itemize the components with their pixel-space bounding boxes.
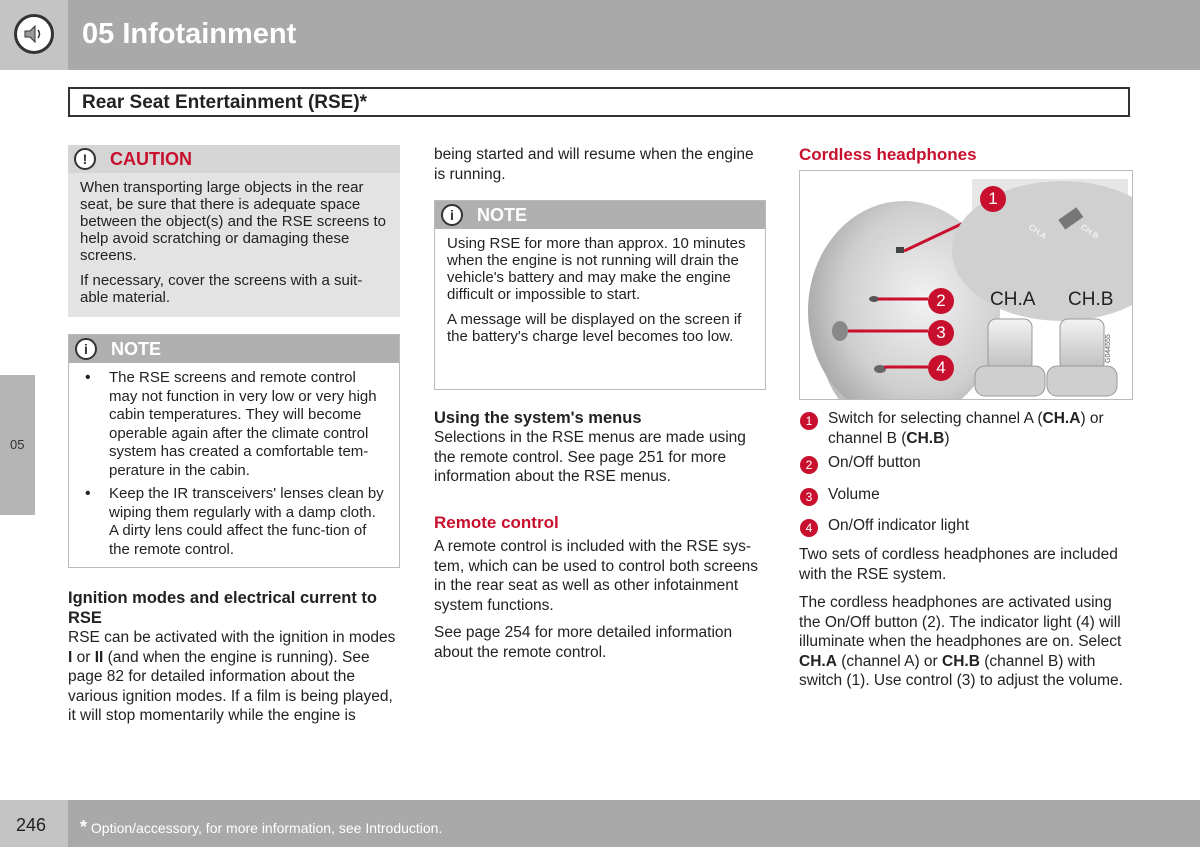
- headphones-illustration: [800, 171, 1132, 399]
- remote-body-2: See page 254 for more detailed information about the remote control.: [434, 624, 733, 661]
- note-header: [69, 335, 399, 363]
- legend-badge-3: 3: [800, 488, 818, 506]
- info-icon: i: [441, 204, 463, 226]
- channel-b-label: CH.B: [1068, 289, 1114, 310]
- ignition-body: RSE can be activated with the ignition in modes I or II (and when the engine is running). See page 82 for detailed information about the various ignition modes. If a film is being played, it will stop momentarily while the engine is: [68, 629, 396, 724]
- legend-text-4: On/Off indicator light: [828, 517, 970, 534]
- headphones-figure: [799, 170, 1133, 400]
- legend-text-1: Switch for selecting channel A (CH.A) or channel B (CH.B): [828, 410, 1104, 447]
- footnote-text: Option/accessory, for more information, see Introduction.: [90, 820, 443, 836]
- note-body: [69, 363, 399, 572]
- callout-badge-2: 2: [928, 288, 954, 314]
- section-title-box: [68, 87, 1130, 117]
- caution-header: [68, 145, 400, 173]
- footnote-star: *: [80, 817, 88, 837]
- menus-body: Selections in the RSE menus are made using the remote control. See page 251 for more information about the RSE menus.: [434, 429, 746, 485]
- note-bullet: • Keep the IR transceivers' lenses clean by wiping them regularly with a damp cloth. A dirty lens could affect the func-tion of the remote control.: [81, 485, 387, 559]
- warning-icon: !: [74, 148, 96, 170]
- legend-badge-4: 4: [800, 519, 818, 537]
- caution-paragraph: When transporting large objects in the rear seat, be sure that there is adequate space between the object(s) and the RSE screens to help avoid scratching or damaging these screens.: [80, 179, 387, 264]
- header-icon-area: [0, 0, 68, 70]
- figure-code: G044555: [1105, 334, 1112, 363]
- legend-text-3: Volume: [828, 486, 880, 503]
- note-box-battery: [434, 200, 766, 390]
- ignition-heading: Ignition modes and electrical current to RSE: [68, 589, 377, 627]
- note-bullet: • The RSE screens and remote control may not function in very low or very high cabin temperatures. They will become operable again after the climate control system has created a comfortable tem-perature in the cabin.: [81, 369, 387, 480]
- caution-box: [68, 145, 400, 317]
- page-number: 246: [16, 815, 47, 835]
- callout-badge-4: 4: [928, 355, 954, 381]
- legend-badge-1: 1: [800, 412, 818, 430]
- speaker-icon: [14, 14, 54, 54]
- caution-body: [68, 173, 400, 322]
- headphones-body-2: The cordless headphones are activated using the On/Off button (2). The indicator light (4) will illuminate when the headphones are on. Select CH.A (channel A) or CH.B (channel B) with switch (1). Use control (3) to adjust the volume.: [799, 594, 1123, 689]
- remote-body: A remote control is included with the RSE sys-tem, which can be used to control both screens in the rear seat as well as other infotainment system functions.: [434, 538, 758, 614]
- chapter-title: 05 Infotainment: [82, 18, 297, 50]
- channel-a-label: CH.A: [990, 289, 1036, 310]
- footnote: [80, 817, 442, 838]
- note-title: NOTE: [111, 339, 162, 359]
- note-body: [435, 229, 765, 361]
- remote-heading: Remote control: [434, 513, 559, 532]
- caution-paragraph: If necessary, cover the screens with a suit-able material.: [80, 272, 363, 306]
- note-box: [68, 334, 400, 568]
- info-icon: i: [75, 338, 97, 360]
- switch-label-b: CH.B: [1079, 222, 1100, 241]
- callout-badge-1: 1: [980, 186, 1006, 212]
- legend-badge-2: 2: [800, 456, 818, 474]
- note-paragraph: A message will be displayed on the screen if the battery's charge level becomes too low.: [447, 311, 742, 345]
- callout-badge-3: 3: [928, 320, 954, 346]
- menus-heading: Using the system's menus: [434, 409, 642, 427]
- chapter-side-tab-label: 05: [10, 437, 25, 452]
- note-paragraph: Using RSE for more than approx. 10 minutes when the engine is not running will drain the vehicle's battery and may make the engine difficult or impossible to start.: [447, 235, 746, 303]
- section-title: Rear Seat Entertainment (RSE)*: [82, 92, 368, 113]
- caution-title: CAUTION: [110, 149, 192, 169]
- headphones-heading: Cordless headphones: [799, 145, 977, 164]
- continuation-text: being started and will resume when the engine is running.: [434, 146, 754, 183]
- note-header: [435, 201, 765, 229]
- headphones-body-1: Two sets of cordless headphones are included with the RSE system.: [799, 546, 1118, 583]
- note-title: NOTE: [477, 205, 528, 225]
- legend-text-2: On/Off button: [828, 454, 921, 471]
- switch-label-a: CH.A: [1027, 222, 1048, 241]
